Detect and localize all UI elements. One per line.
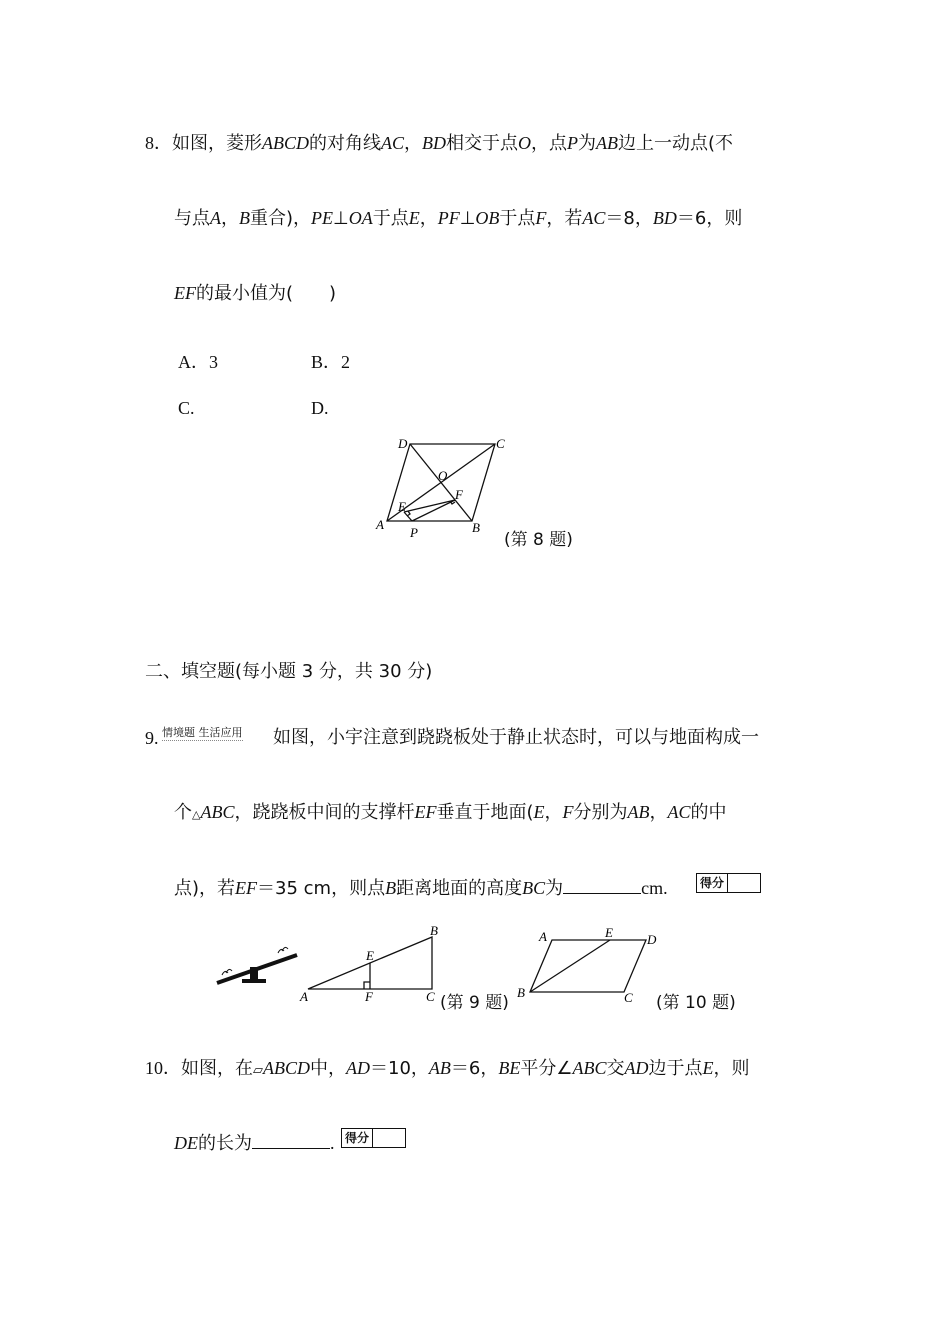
q9-line-3: 点)，若EF＝35 cm，则点B距离地面的高度BC为 cm.	[174, 875, 668, 901]
q8-line-2: 与点A，B重合)，PE⊥OA于点E，PF⊥OB于点F，若AC＝8，BD＝6，则	[174, 208, 743, 229]
q10-label-b: B	[517, 985, 525, 1000]
q10-score-box[interactable]	[341, 1128, 406, 1148]
q8-option-c[interactable]: C.	[178, 398, 195, 418]
q8-label-b: B	[472, 520, 480, 535]
q10-figure-caption: (第 10 题)	[656, 993, 736, 1013]
q9-label-c: C	[426, 989, 435, 1004]
q9-seesaw-figure	[212, 943, 307, 993]
q9-number: 9.	[145, 728, 159, 748]
q8-label-p: P	[410, 525, 418, 540]
q9-figure-caption: (第 9 题)	[440, 993, 509, 1013]
q8-option-d[interactable]: D.	[311, 398, 329, 418]
q8-label-o: O	[438, 468, 448, 483]
q8-line-3: EF的最小值为( )	[174, 283, 337, 304]
q8-label-e: E	[398, 499, 406, 514]
q10-label-a: A	[539, 929, 547, 944]
q9-score-label: 得分	[697, 874, 728, 892]
q10-score-input[interactable]	[373, 1129, 405, 1147]
q8-label-d: D	[398, 436, 408, 451]
q8-rhombus-figure	[372, 434, 512, 544]
section-title: 二、填空题(每小题 3 分，共 30 分)	[145, 661, 433, 682]
q10-line-2: DE的长为 .	[174, 1130, 335, 1156]
q9-label-f: F	[365, 989, 373, 1004]
q9-score-input[interactable]	[728, 874, 760, 892]
q10-answer-blank[interactable]	[252, 1130, 330, 1149]
q9-score-box[interactable]	[696, 873, 761, 893]
q8-line-1: 8．如图，菱形ABCD的对角线AC，BD相交于点O，点P为AB边上一动点(不	[145, 133, 734, 154]
q8-label-a: A	[376, 517, 384, 532]
q10-line-1: 10．如图，在▱ABCD中，AD＝10，AB＝6，BE平分∠ABC交AD边于点E，则	[145, 1058, 750, 1079]
q10-parallelogram-figure	[512, 925, 662, 1005]
q8-label-c: C	[496, 436, 505, 451]
q8-label-f: F	[455, 487, 463, 502]
q9-label-b: B	[430, 925, 438, 938]
q9-triangle-figure	[296, 925, 446, 1005]
q8-figure-caption: (第 8 题)	[504, 530, 573, 550]
q8-option-a[interactable]: A．3	[178, 352, 218, 372]
q8-option-b[interactable]: B．2	[311, 352, 351, 372]
q10-score-label: 得分	[342, 1129, 373, 1147]
q9-label-e: E	[366, 948, 374, 963]
q9-answer-blank[interactable]	[563, 875, 641, 894]
q9-line-2: 个△ABC，跷跷板中间的支撑杆EF垂直于地面(E，F分别为AB，AC的中	[174, 802, 727, 823]
q9-scenario-tag: 情境题 生活应用	[162, 726, 243, 739]
q9-label-a: A	[300, 989, 308, 1004]
q9-line-1: 如图，小宇注意到跷跷板处于静止状态时，可以与地面构成一	[273, 727, 759, 748]
q10-label-d: D	[647, 932, 657, 947]
q10-label-e: E	[605, 925, 613, 940]
q10-label-c: C	[624, 990, 633, 1005]
